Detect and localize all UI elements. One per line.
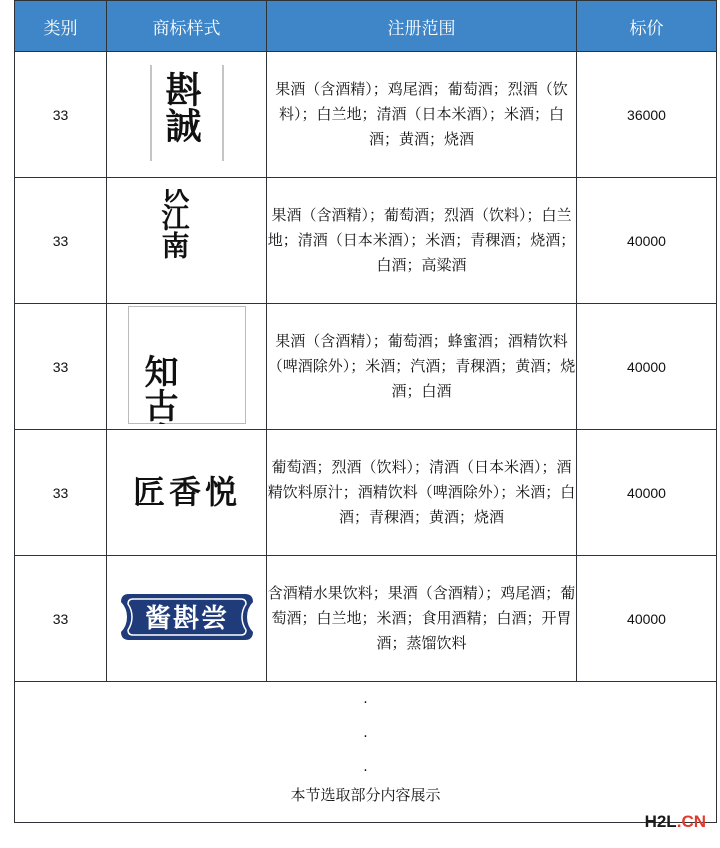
footer-note: 本节选取部分内容展示 <box>290 786 441 804</box>
trademark-logo-zhigujin <box>128 306 246 424</box>
trademark-logo-yinjiangnan <box>144 189 230 289</box>
svg-text:斟誠: 斟誠 <box>159 70 202 143</box>
scope-cell: 果酒（含酒精）；葡萄酒；蜂蜜酒；酒精饮料（啤酒除外）；米酒；汽酒；青稞酒；黄酒；烧酒；白酒 <box>267 304 577 430</box>
scope-cell: 葡萄酒；烈酒（饮料）；清酒（日本米酒）；酒精饮料原汁；酒精饮料（啤酒除外）；米酒；白酒；青稞酒；黄酒；烧酒 <box>267 430 577 556</box>
watermark-logo <box>645 812 706 832</box>
table-row <box>15 304 717 430</box>
trademark-logo-jiangzhenchang <box>115 586 259 648</box>
price-cell: 36000 <box>577 52 717 178</box>
scope-cell: 果酒（含酒精）；葡萄酒；烈酒（饮料）；白兰地；清酒（日本米酒）；米酒；青稞酒；烧酒；白酒；高粱酒 <box>267 178 577 304</box>
price-cell: 40000 <box>577 304 717 430</box>
logo-cell <box>107 52 267 178</box>
header-price: 标价 <box>577 1 717 52</box>
footer-dot: . <box>363 691 368 707</box>
footer-dots <box>15 682 716 784</box>
svg-text:酱斟尝: 酱斟尝 <box>144 603 229 634</box>
logo-cell <box>107 430 267 556</box>
trademark-table <box>14 0 717 823</box>
header-logo: 商标样式 <box>107 1 267 52</box>
table-footer-row <box>15 682 717 823</box>
svg-text:饮江南: 饮江南 <box>157 188 190 259</box>
class-cell: 33 <box>15 178 107 304</box>
price-cell: 40000 <box>577 430 717 556</box>
logo-cell <box>107 178 267 304</box>
footer-cell <box>15 682 717 823</box>
svg-text:匠香悦: 匠香悦 <box>132 472 241 511</box>
class-cell: 33 <box>15 430 107 556</box>
svg-text:知古今: 知古今 <box>137 353 178 424</box>
table-row <box>15 430 717 556</box>
footer-dot: . <box>363 725 368 741</box>
watermark-h2l: H2L <box>644 812 677 831</box>
class-cell: 33 <box>15 304 107 430</box>
logo-cell <box>107 556 267 682</box>
price-cell: 40000 <box>577 178 717 304</box>
table-row <box>15 52 717 178</box>
table-row <box>15 556 717 682</box>
class-cell: 33 <box>15 556 107 682</box>
header-class: 类别 <box>15 1 107 52</box>
footer-dot: . <box>363 759 368 775</box>
class-cell: 33 <box>15 52 107 178</box>
table-header-row <box>15 1 717 52</box>
table-row <box>15 178 717 304</box>
trademark-logo-jiangxiangyue <box>116 461 258 521</box>
watermark-dot: . <box>676 812 682 831</box>
logo-cell <box>107 304 267 430</box>
scope-cell: 含酒精水果饮料；果酒（含酒精）；鸡尾酒；葡萄酒；白兰地；米酒；食用酒精；白酒；开胃酒；蒸馏饮料 <box>267 556 577 682</box>
trademark-logo-zhencheng <box>147 63 227 163</box>
header-scope: 注册范围 <box>267 1 577 52</box>
price-cell: 40000 <box>577 556 717 682</box>
scope-cell: 果酒（含酒精）；鸡尾酒；葡萄酒；烈酒（饮料）；白兰地；清酒（日本米酒）；米酒；白酒；黄酒；烧酒 <box>267 52 577 178</box>
watermark-cn: CN <box>681 812 706 831</box>
